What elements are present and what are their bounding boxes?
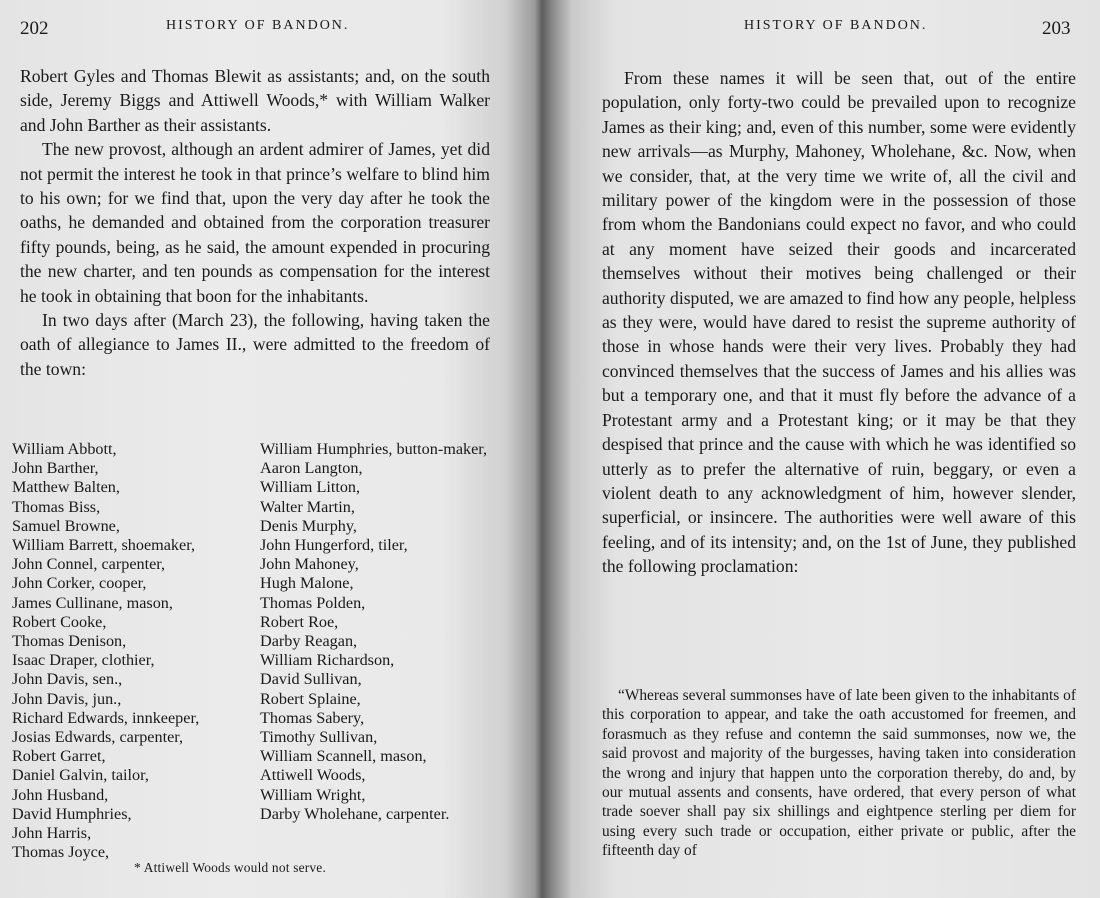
name-entry: Matthew Balten,: [12, 478, 120, 497]
name-entry: William Abbott,: [12, 440, 117, 458]
name-entry: David Sullivan,: [260, 670, 362, 689]
name-entry: Thomas Joyce,: [12, 843, 110, 862]
left-running-header: HISTORY OF BANDON.: [166, 18, 350, 33]
name-entry: Robert Roe,: [260, 612, 339, 631]
name-entry: William Humphries, button-maker,: [260, 440, 488, 458]
proclamation-quote: [602, 686, 1076, 861]
name-entry: John Barther,: [12, 459, 99, 478]
footnote: * Attiwell Woods would not serve.: [134, 860, 326, 875]
left-paragraph-3: In two days after (March 23), the following, having taken the oath of allegiance to James II., were admitted to the freedom of the town:: [20, 310, 490, 379]
name-entry: John Husband,: [12, 785, 109, 804]
name-entry: Walter Martin,: [260, 497, 355, 516]
name-entry: Attiwell Woods,: [260, 766, 366, 785]
proclamation-text: “Whereas several summonses have of late been given to the inhabitants of this corporation to appear, and take the oath accustomed for freemen, and forasmuch as they refuse and contemn the said summonses, now we, the said provost and majority of the burgesses, having taken into consideration the wrong and injury that happen unto the corporation thereby, do and, by our mutual assents and consents, have ordered, that every person of what trade soever shall pay six shillings and eightpence sterling per diem for using every such trade or occupation, either private or public, after the fifteenth day of: [602, 687, 1076, 860]
name-entry: Thomas Biss,: [12, 497, 101, 516]
names-column-2: [260, 440, 492, 824]
name-entry: Timothy Sullivan,: [260, 728, 378, 747]
name-entry: Richard Edwards, innkeeper,: [12, 708, 200, 727]
left-paragraph-2: The new provost, although an ardent admirer of James, yet did not permit the interest he took in that prince’s welfare to blind him to his own; for we find that, upon the very day after he took the oaths, he demanded and obtained from the corporation treasurer fifty pounds, being, as he said, the amount expended in procuring the new charter, and ten pounds as compensation for the interest he took in obtaining that boon for the inhabitants.: [20, 139, 490, 306]
left-page-number: 202: [20, 18, 49, 39]
name-entry: Thomas Denison,: [12, 632, 127, 651]
name-entry: John Harris,: [12, 824, 92, 843]
names-column-1: [12, 440, 252, 862]
left-body-text: [20, 64, 490, 381]
name-entry: Denis Murphy,: [260, 516, 357, 535]
name-entry: Aaron Langton,: [260, 459, 363, 478]
name-entry: William Barrett, shoemaker,: [12, 536, 195, 555]
name-entry: Thomas Sabery,: [260, 708, 365, 727]
name-entry: Robert Garret,: [12, 747, 106, 766]
left-paragraph-1: Robert Gyles and Thomas Blewit as assistants; and, on the south side, Jeremy Biggs and Attiwell Woods,* with William Walker and John Barther as their assistants.: [20, 66, 490, 135]
name-entry: Darby Wholehane, carpenter.: [260, 804, 450, 823]
name-entry: Robert Cooke,: [12, 612, 107, 631]
right-body-text: [602, 66, 1076, 579]
name-entry: Josias Edwards, carpenter,: [12, 728, 184, 747]
right-paragraph-1: From these names it will be seen that, out of the entire population, only forty-two could be prevailed upon to recognize James as their king; and, even of this number, some were evidently new arrivals—as Murphy, Mahoney, Wholehane, &c. Now, when we consider, that, at the very time we write of, all the civil and military power of the kingdom were in the possession of those from whom the Bandonians could expect no favor, and who could at any moment have seized their goods and incarcerated themselves without their motives being challenged or their authority disputed, we are amazed to find how any people, helpless as they were, would have dared to resist the supreme authority of those in whose hands were their very lives. Probably they had convinced themselves that the success of James and his allies was but a temporary one, and that it must fly before the advance of a Protestant army and a Protestant king; or it may be that they despised that prince and the cause with which he was identified so utterly as to prefer the alternative of ruin, beggary, or even a violent death to any acknowledgment of him, however slender, superficial, or insincere. The authorities were well aware of this feeling, and of its intensity; and, on the 1st of June, they published the following proclamation:: [602, 68, 1076, 577]
name-entry: John Davis, jun.,: [12, 689, 122, 708]
name-entry: John Connel, carpenter,: [12, 555, 166, 574]
name-entry: David Humphries,: [12, 804, 132, 823]
right-page: [548, 0, 1100, 898]
name-entry: William Scannell, mason,: [260, 747, 427, 766]
right-running-header: HISTORY OF BANDON.: [744, 18, 928, 33]
name-entry: William Wright,: [260, 785, 366, 804]
name-entry: John Mahoney,: [260, 555, 359, 574]
name-entry: Hugh Malone,: [260, 574, 354, 593]
name-entry: William Litton,: [260, 478, 361, 497]
name-entry: John Hungerford, tiler,: [260, 536, 408, 555]
name-entry: Isaac Draper, clothier,: [12, 651, 155, 670]
name-entry: Robert Splaine,: [260, 689, 361, 708]
left-page: [0, 0, 540, 898]
name-entry: John Corker, cooper,: [12, 574, 147, 593]
name-entry: John Davis, sen.,: [12, 670, 123, 689]
name-entry: Darby Reagan,: [260, 632, 358, 651]
name-entry: William Richardson,: [260, 651, 395, 670]
name-entry: Daniel Galvin, tailor,: [12, 766, 149, 785]
name-entry: James Cullinane, mason,: [12, 593, 173, 612]
name-entry: Samuel Browne,: [12, 516, 120, 535]
name-entry: Thomas Polden,: [260, 593, 366, 612]
right-page-number: 203: [1042, 18, 1071, 39]
